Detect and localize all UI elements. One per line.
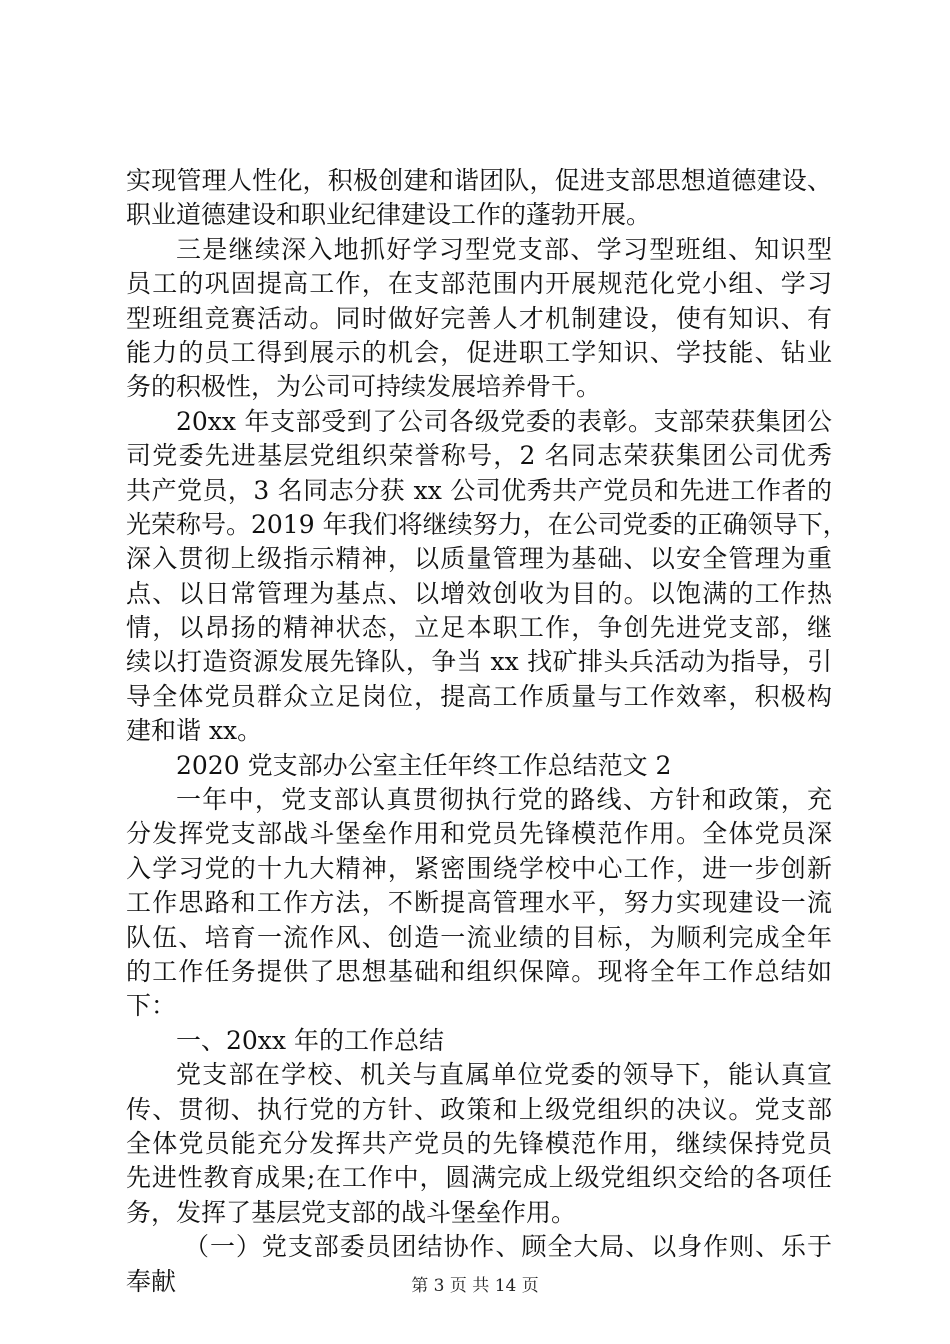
text-line: 队伍、培育一流作风、创造一流业绩的目标，为顺利完成全年	[126, 922, 832, 952]
text-line: 入学习党的十九大精神，紧密围绕学校中心工作，进一步创新	[126, 853, 832, 883]
text-line: 情，以昂扬的精神状态，立足本职工作，争创先进党支部，继	[126, 613, 832, 643]
text-line: 党支部在学校、机关与直属单位党委的领导下，能认真宣	[176, 1060, 832, 1090]
text-line: 员工的巩固提高工作，在支部范围内开展规范化党小组、学习	[126, 269, 832, 299]
document-body	[126, 164, 848, 1299]
text-line: 职业道德建设和职业纪律建设工作的蓬勃开展。	[126, 200, 652, 230]
text-line: 一、20xx 年的工作总结	[176, 1025, 444, 1055]
text-line: 一年中，党支部认真贯彻执行党的路线、方针和政策，充	[176, 785, 832, 815]
text-line: 20xx 年支部受到了公司各级党委的表彰。支部荣获集团公	[176, 406, 832, 436]
text-line: 务的积极性，为公司可持续发展培养骨干。	[126, 372, 602, 402]
text-line: 奉献	[126, 1266, 177, 1296]
text-line: 务，发挥了基层党支部的战斗堡垒作用。	[126, 1197, 577, 1227]
text-line: 三是继续深入地抓好学习型党支部、学习型班组、知识型	[176, 234, 832, 264]
text-line: 型班组竞赛活动。同时做好完善人才机制建设，使有知识、有	[126, 303, 832, 333]
text-line: 工作思路和工作方法，不断提高管理水平，努力实现建设一流	[126, 888, 832, 918]
text-line: 2020 党支部办公室主任年终工作总结范文 2	[176, 750, 672, 780]
text-line: 续以打造资源发展先锋队，争当 xx 找矿排头兵活动为指导，引	[126, 647, 832, 677]
text-line: 共产党员，3 名同志分获 xx 公司优秀共产党员和先进工作者的	[126, 475, 832, 505]
text-line: 的工作任务提供了思想基础和组织保障。现将全年工作总结如	[126, 956, 832, 986]
text-line: 先进性教育成果;在工作中，圆满完成上级党组织交给的各项任	[126, 1163, 832, 1193]
text-line: 分发挥党支部战斗堡垒作用和党员先锋模范作用。全体党员深	[126, 819, 832, 849]
text-line: 司党委先进基层党组织荣誉称号，2 名同志荣获集团公司优秀	[126, 441, 832, 471]
text-line: 传、贯彻、执行党的方针、政策和上级党组织的决议。党支部	[126, 1094, 832, 1124]
text-line: 点、以日常管理为基点、以增效创收为目的。以饱满的工作热	[126, 578, 832, 608]
text-line: 全体党员能充分发挥共产党员的先锋模范作用，继续保持党员	[126, 1128, 832, 1158]
page-footer: 第 3 页 共 14 页	[411, 1276, 539, 1296]
text-line: 建和谐 xx。	[126, 716, 263, 746]
text-line: （一）党支部委员团结协作、顾全大局、以身作则、乐于	[184, 1232, 832, 1262]
text-line: 光荣称号。2019 年我们将继续努力，在公司党委的正确领导下，	[126, 509, 848, 539]
text-line: 能力的员工得到展示的机会，促进职工学知识、学技能、钻业	[126, 337, 832, 367]
text-line: 实现管理人性化，积极创建和谐团队，促进支部思想道德建设、	[126, 166, 832, 195]
text-line: 深入贯彻上级指示精神，以质量管理为基础、以安全管理为重	[126, 544, 832, 574]
text-line: 导全体党员群众立足岗位，提高工作质量与工作效率，积极构	[126, 681, 832, 711]
text-line: 下：	[126, 991, 177, 1021]
